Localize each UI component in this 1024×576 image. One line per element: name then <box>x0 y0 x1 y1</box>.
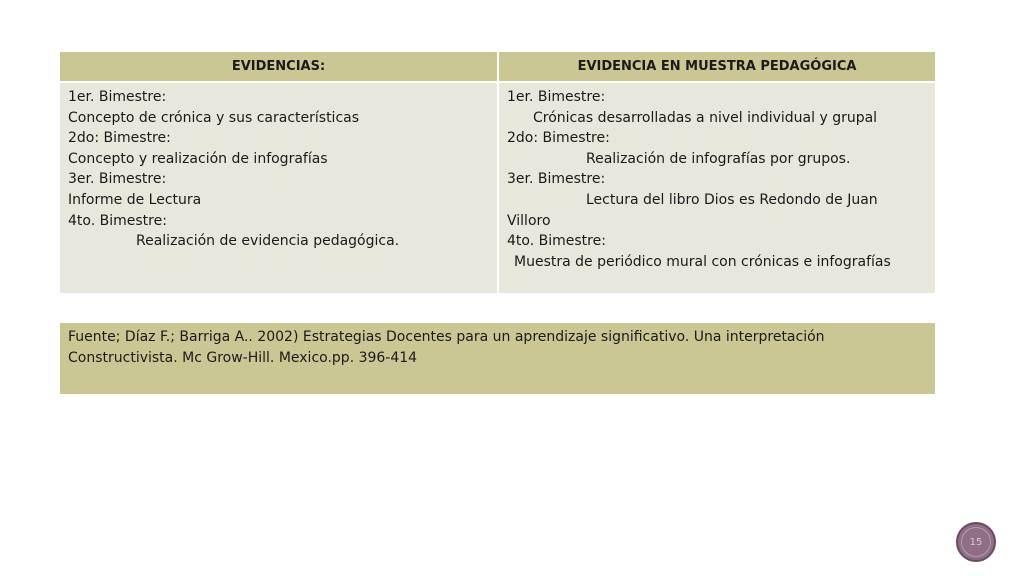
right-line: Muestra de periódico mural con crónicas e infografías <box>514 253 891 270</box>
left-line: Realización de evidencia pedagógica. <box>136 233 400 250</box>
source-citation <box>60 323 935 394</box>
left-line: 4to. Bimestre: <box>68 212 167 229</box>
right-line: Realización de infografías por grupos. <box>586 150 851 167</box>
header-evidencia-muestra: EVIDENCIA EN MUESTRA PEDAGÓGICA <box>499 52 935 81</box>
left-line: 3er. Bimestre: <box>68 171 167 188</box>
left-line: 2do: Bimestre: <box>68 130 171 147</box>
right-line: 3er. Bimestre: <box>507 171 606 188</box>
cell-evidencia-muestra <box>499 83 935 293</box>
right-line: 1er. Bimestre: <box>507 89 606 105</box>
right-line: 4to. Bimestre: <box>507 233 606 250</box>
right-line: 2do: Bimestre: <box>507 130 610 147</box>
right-line: Lectura del libro Dios es Redondo de Juan <box>586 191 878 208</box>
slide-number: 15 <box>969 536 983 548</box>
right-line: Villoro <box>507 212 551 229</box>
left-line: Informe de Lectura <box>68 191 202 208</box>
right-line: Crónicas desarrolladas a nivel individual y grupal <box>533 109 878 126</box>
badge-ring <box>961 527 991 557</box>
left-line: Concepto de crónica y sus características <box>68 109 360 126</box>
header-evidencias: EVIDENCIAS: <box>60 52 497 81</box>
slide-number-badge <box>956 522 996 562</box>
left-line: Concepto y realización de infografías <box>68 150 328 167</box>
evidence-table <box>60 52 935 293</box>
left-line: 1er. Bimestre: <box>68 89 167 105</box>
source-line: Constructivista. Mc Grow-Hill. Mexico.pp. 396-414 <box>68 350 418 366</box>
cell-evidencias <box>60 83 497 293</box>
source-line: Fuente; Díaz F.; Barriga A.. 2002) Estrategias Docentes para un aprendizaje significativo. Una interpretación <box>68 329 825 345</box>
